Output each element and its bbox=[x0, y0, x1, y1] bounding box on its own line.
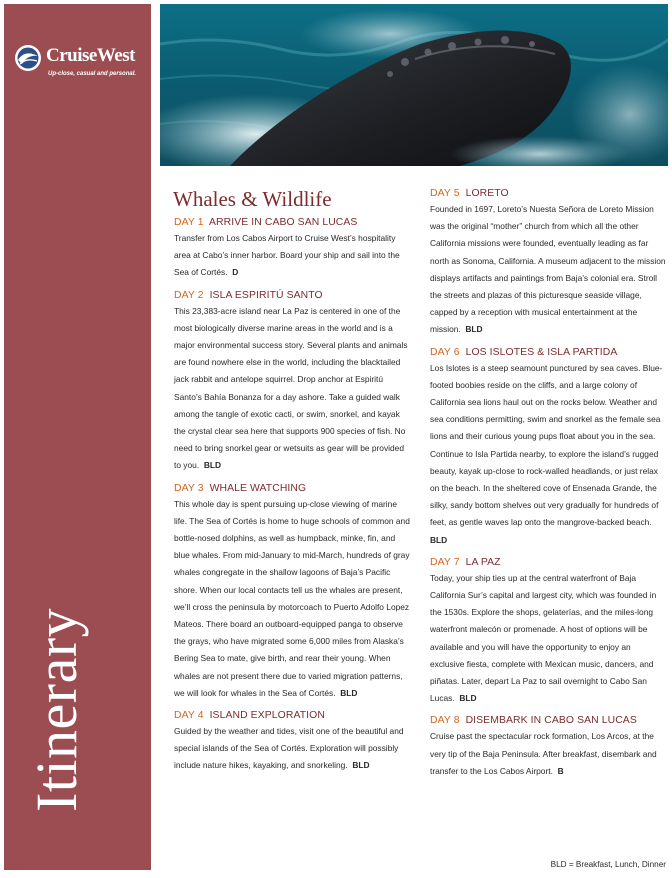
day-meals: BLD bbox=[352, 760, 370, 771]
day-meals: BLD bbox=[340, 687, 358, 698]
day-number: DAY 6 bbox=[430, 346, 460, 358]
whale-photo bbox=[160, 4, 668, 166]
itinerary-column-left bbox=[174, 217, 410, 783]
whale-photo-art bbox=[160, 4, 668, 166]
meal-legend: BLD = Breakfast, Lunch, Dinner bbox=[550, 860, 666, 869]
day-title: LORETO bbox=[465, 188, 509, 199]
page-title: Whales & Wildlife bbox=[173, 187, 332, 211]
day-body: Guided by the weather and tides, visit one of the beautiful and special islands of the Sea of Cortés. Exploration will possibly include nature hikes, kayaking, and snorkeling. bbox=[174, 726, 404, 771]
day-heading bbox=[430, 557, 666, 568]
day-description bbox=[430, 570, 666, 708]
sidebar-band bbox=[4, 4, 151, 870]
day-body: Los Islotes is a steep seamount punctured by sea caves. Blue-footed boobies reside on the cliffs, and a large colony of California sea lions haul out on the rocks below. Weather and sea conditions permitting, swim and snorkel as the female sea lions and their curious young pups float about you in the sea. Continue to Isla Partida nearby, to explore the island’s rugged beauty, kayak up-close to rock-walled headlands, or just relax on the beach. In the sheltered cove of Ensenada Grande, the silky, sandy bottom shelves out very gradually for hundreds of feet, as gentle waves lap onto the mangrove-backed beach. bbox=[430, 362, 663, 528]
day-number: DAY 3 bbox=[174, 482, 204, 494]
day-description bbox=[174, 230, 410, 282]
day-body: Transfer from Los Cabos Airport to Cruise West’s hospitality area at Cabo’s inner harbor. Board your ship and sail into the Sea of Cortés. bbox=[174, 233, 400, 278]
day-heading bbox=[430, 715, 666, 726]
day-meals: D bbox=[232, 267, 239, 278]
day-title: ISLA ESPIRITÚ SANTO bbox=[209, 289, 323, 301]
day-title: ISLAND EXPLORATION bbox=[209, 710, 325, 722]
day-title: LA PAZ bbox=[465, 556, 501, 568]
itinerary-column-right bbox=[430, 188, 666, 788]
day-number: DAY 5 bbox=[430, 188, 460, 199]
day-body: Cruise past the spectacular rock formation, Los Arcos, at the very tip of the Baja Peninsula. After breakfast, disembark and transfer to the Los Cabos Airport. bbox=[430, 731, 657, 776]
day-number: DAY 2 bbox=[174, 289, 204, 301]
day-title: WHALE WATCHING bbox=[209, 482, 307, 494]
day-description bbox=[174, 303, 410, 475]
day-title: LOS ISLOTES & ISLA PARTIDA bbox=[465, 346, 618, 358]
day-number: DAY 7 bbox=[430, 556, 460, 568]
day-meals: B bbox=[557, 765, 564, 776]
day-meals: BLD bbox=[459, 693, 477, 704]
day-description bbox=[174, 723, 410, 775]
cruise-west-logo bbox=[14, 44, 154, 84]
day-description bbox=[430, 360, 666, 549]
day-heading bbox=[430, 188, 666, 199]
day-body: This whole day is spent pursuing up-close viewing of marine life. The Sea of Cortés is home to huge schools of common and bottle-nosed dolphins, as well as humpback, minke, fin, and blue whales. From mid-January to mid-March, hundreds of gray whales congregate in the shallow lagoons of Baja’s Pacific shore. When our local contacts tell us the whales are present, we’ll cross the peninsula by motorcoach to Puerto Adolfo Lopez Mateos. There board an outboard-equipped panga to observe the grays, who have migrated some 6,000 miles from Alaska’s Bering Sea to mate, give birth, and rear their young. When whales are not present there due to varied migration patterns, we will look for whales in the Sea of Cortés. bbox=[174, 498, 410, 698]
day-heading bbox=[174, 217, 410, 228]
brand-name: CruiseWest bbox=[46, 45, 135, 66]
day-number: DAY 8 bbox=[430, 715, 460, 727]
day-description bbox=[430, 728, 666, 780]
day-body: Founded in 1697, Loreto’s Nuesta Señora de Loreto Mission was the original “mother” church from which all the other California missions were founded, eventually leading as far north as Sonoma, California. A museum adjacent to the mission displays artifacts and paintings from Baja’s colonial era. Stroll the streets and plazas of this picturesque seaside village, capped by a reception with musical entertainment at the mission. bbox=[430, 204, 666, 335]
day-meals: BLD bbox=[430, 534, 448, 545]
day-body: Today, your ship ties up at the central waterfront of Baja California Sur’s capital and largest city, which was founded in the 1530s. Explore the shops, gelaterías, and the miles-long waterfront malecón or promenade. A host of options will be available and you will have the opportunity to enjoy an exclusive fiesta, complete with Mexican music, dancers, and piñatas. Later, depart La Paz to sail overnight to Cabo San Lucas. bbox=[430, 572, 657, 704]
globe-wave-icon bbox=[14, 44, 42, 72]
day-description bbox=[430, 201, 666, 339]
day-heading bbox=[174, 290, 410, 301]
day-title: DISEMBARK IN CABO SAN LUCAS bbox=[465, 715, 637, 727]
day-number: DAY 4 bbox=[174, 710, 204, 722]
day-title: ARRIVE IN CABO SAN LUCAS bbox=[208, 217, 358, 228]
day-number: DAY 1 bbox=[174, 217, 204, 228]
vertical-title: Itinerary bbox=[24, 607, 89, 812]
day-meals: BLD bbox=[203, 460, 222, 471]
day-meals: BLD bbox=[465, 324, 483, 335]
brand-tagline: Up-close, casual and personal. bbox=[48, 71, 137, 77]
day-heading bbox=[174, 710, 410, 721]
day-body: This 23,383-acre island near La Paz is centered in one of the most biologically diverse marine areas in the world and is a major environmental success story. Several plants and animals are found nowhere else in the world, including the blacktailed jack rabbit and antelope squirrel. Drop anchor at Espiritú Santo’s Bahía Bonanza for a day ashore. Take a guided walk among the tangle of exotic cacti, or swim, snorkel, and kayak the crystal clear sea here that supports 900 species of fish. No need to bring snorkel gear or wetsuits as gear will be provided to you. bbox=[174, 305, 408, 471]
day-description bbox=[174, 496, 410, 702]
day-heading bbox=[174, 483, 410, 494]
day-heading bbox=[430, 347, 666, 358]
